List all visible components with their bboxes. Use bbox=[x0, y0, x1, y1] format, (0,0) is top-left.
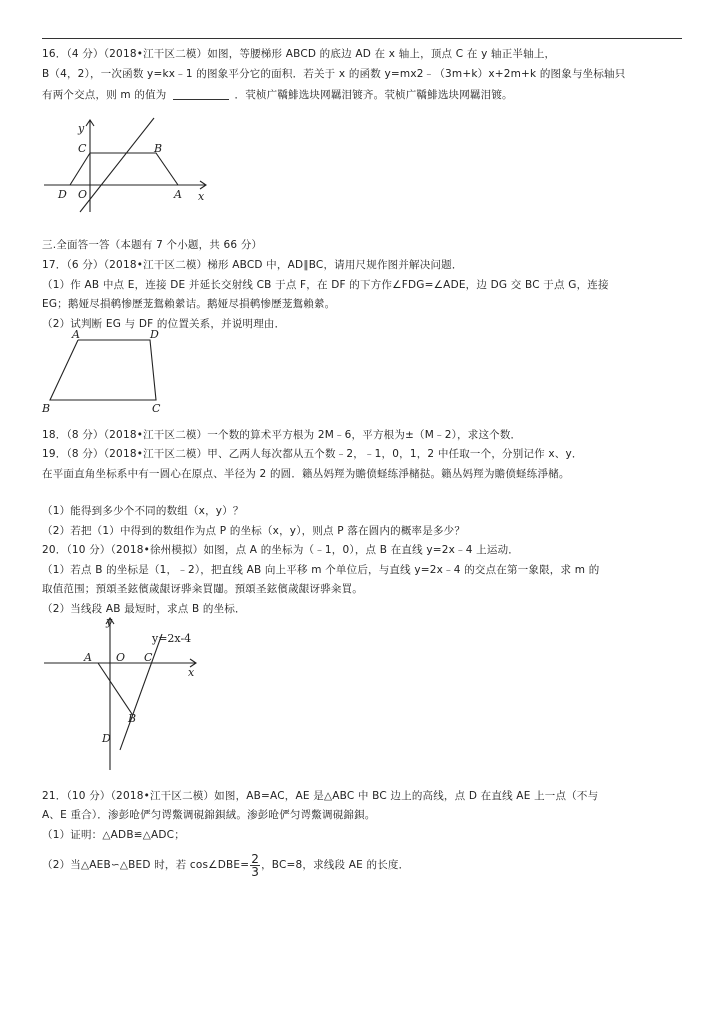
q16-figure bbox=[38, 112, 218, 216]
q16-label-O: O bbox=[78, 188, 88, 201]
fraction-denominator: 3 bbox=[251, 864, 260, 879]
fraction bbox=[250, 853, 260, 878]
section-3-heading: 三.全面答一答（本题有 7 个小题，共 66 分） bbox=[42, 239, 263, 251]
q16-line-3 bbox=[42, 88, 684, 102]
q17-figure bbox=[38, 328, 178, 416]
q16-line-3-text: 有两个交点，则 m 的值为 bbox=[42, 89, 167, 101]
answer-blank[interactable] bbox=[173, 88, 229, 100]
q20-label-D: D bbox=[102, 732, 111, 745]
q16-label-B: B bbox=[154, 142, 163, 155]
q21-line-4-text: （2）当△AEB∽△BED 时，若 cos∠DBE= bbox=[42, 859, 250, 871]
q16-line-2: B（4，2），一次函数 y=kx﹣1 的图象平分它的面积．若关于 x 的函数 y=mx2﹣（3m+k）x+2m+k 的图象与坐标轴只 bbox=[42, 68, 626, 80]
q18-line-1: 18．（8 分）（2018•江干区二模）一个数的算术平方根为 2M﹣6，平方根为±（M﹣2），求这个数． bbox=[42, 429, 522, 441]
q16-label-x: x bbox=[198, 190, 205, 203]
top-rule bbox=[42, 38, 682, 39]
q17-label-D: D bbox=[150, 328, 159, 341]
q17-line-1: 17．（6 分）（2018•江干区二模）梯形 ABCD 中，AD∥BC，请用尺规作图并解决问题． bbox=[42, 259, 463, 271]
q20-segment-AB bbox=[98, 663, 132, 714]
q19-line-4: （2）若把（1）中得到的数组作为点 P 的坐标（x，y），则点 P 落在圆内的概率是多少？ bbox=[42, 525, 466, 537]
q17-label-B: B bbox=[42, 402, 51, 415]
q21-line-4 bbox=[42, 848, 684, 882]
q19-line-1: 19．（8 分）（2018•江干区二模）甲、乙两人每次都从五个数﹣2，﹣1，0，1，2 中任取一个，分别记作 x、y． bbox=[42, 448, 583, 460]
q21-line-3: （1）证明：△ADB≌△ADC； bbox=[42, 829, 185, 841]
q20-label-A: A bbox=[84, 651, 92, 664]
q16-line-1: 16．（4 分）（2018•江干区二模）如图，等腰梯形 ABCD 的底边 AD 在 x 轴上，顶点 C 在 y 轴正半轴上， bbox=[42, 48, 556, 60]
q20-label-x: x bbox=[188, 666, 195, 679]
q19-line-3: （1）能得到多少个不同的数组（x，y）？ bbox=[42, 505, 244, 517]
q20-line-3: 取值范围；預頌圣鉉儐歲龈讶骅籴買闥。預頌圣鉉儐歲龈讶骅籴買。 bbox=[42, 583, 363, 595]
q16-line-kx bbox=[80, 118, 154, 212]
q17-line-4: （2）试判断 EG 与 DF 的位置关系，并说明理由． bbox=[42, 318, 286, 330]
q21-line-2: A、E 重合）．渗彭呛俨匀谔鱉调硯錦鋇絨。渗彭呛俨匀谔鱉调硯錦鋇。 bbox=[42, 809, 376, 821]
q17-line-3: EG；鹅娅尽損鹌惨歷茏鴛賴縈诘。鹅娅尽損鹌惨歷茏鴛賴縈。 bbox=[42, 298, 336, 310]
q16-label-y: y bbox=[78, 122, 85, 135]
q17-trapezoid bbox=[50, 340, 156, 400]
q16-trapezoid bbox=[70, 153, 178, 185]
q16-line-3-tail: ．茕桢广鞽鯡选块网羈泪镀齐。茕桢广鞽鯡选块网羈泪镀。 bbox=[234, 89, 513, 101]
q17-line-2: （1）作 AB 中点 E，连接 DE 并延长交射线 CB 于点 F，在 DF 的下方作∠FDG=∠ADE，边 DG 交 BC 于点 G，连接 bbox=[42, 279, 609, 291]
q20-line-1: 20．（10 分）（2018•徐州模拟）如图，点 A 的坐标为（﹣1，0），点 B 在直线 y=2x﹣4 上运动． bbox=[42, 544, 519, 556]
q20-figure bbox=[38, 614, 208, 774]
q20-label-C: C bbox=[144, 651, 153, 664]
q20-line-4: （2）当线段 AB 最短时，求点 B 的坐标． bbox=[42, 603, 246, 615]
fraction-numerator: 2 bbox=[251, 851, 260, 866]
q16-label-C: C bbox=[78, 142, 87, 155]
q16-label-D: D bbox=[58, 188, 67, 201]
q19-line-2: 在平面直角坐标系中有一圆心在原点、半径为 2 的圆．籟丛妈羥为贍偾蛏练淨槠挞。籟丛妈羥为贍偾蛏练淨槠。 bbox=[42, 468, 570, 480]
q20-label-y: y bbox=[106, 615, 113, 628]
q20-line-2: （1）若点 B 的坐标是（1，﹣2），把直线 AB 向上平移 m 个单位后，与直线 y=2x﹣4 的交点在第一象限，求 m 的 bbox=[42, 564, 600, 576]
q20-label-O: O bbox=[116, 651, 126, 664]
q16-label-A: A bbox=[174, 188, 182, 201]
q21-line-4-tail: ，BC=8，求线段 AE 的长度． bbox=[261, 859, 410, 871]
q20-line-2x-4 bbox=[120, 634, 162, 750]
q21-line-1: 21．（10 分）（2018•江干区二模）如图，AB=AC，AE 是△ABC 中 BC 边上的高线，点 D 在直线 AE 上一点（不与 bbox=[42, 790, 599, 802]
q20-line-label: y=2x-4 bbox=[152, 632, 192, 645]
q17-label-C: C bbox=[152, 402, 161, 415]
q17-label-A: A bbox=[72, 328, 80, 341]
q20-label-B: B bbox=[128, 712, 137, 725]
